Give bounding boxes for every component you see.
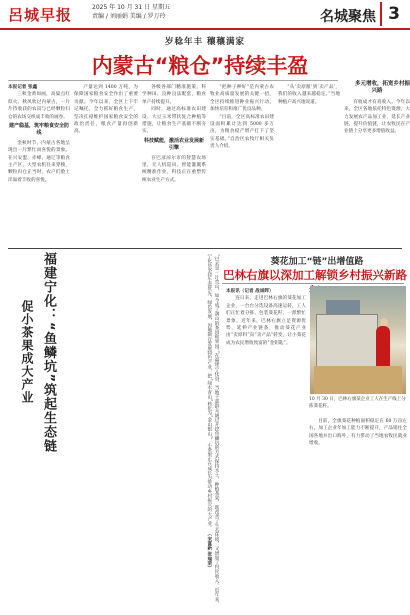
article1-paragraph: 产量达到 1400 万吨，为保障国家粮食安全作出了重要贡献。今年以来，全区上下牢记嘱托，全力抓好粮食生产，坚决扛稳维护国家粮食安全的政治责任，粮食产量再创新高。 <box>74 85 138 135</box>
article3-headline: 巴林右旗以深加工解锁乡村振兴新路 <box>223 268 407 282</box>
article1-paragraph: 同时，通过高标准农田建设、大豆玉米带状复合种植等措施，让粮食生产基础不断夯实。 <box>142 107 206 135</box>
article1-kicker: 岁稔年丰 穰穰满家 <box>165 37 245 47</box>
editor-line: 责编 / 刘丽娟 美编 / 罗万玲 <box>92 13 166 20</box>
article1-paragraph: “从‘卖原粮’到‘卖产品’，我们的收入越来越稳定。”当地种植户高兴地说道。 <box>278 85 340 105</box>
news-photo <box>310 286 406 394</box>
article1-paragraph: “目前，全区高标准农田建设面积累计达到 5000 多万亩，为粮食稳产增产打下了坚实基础。”自治区农牧厅相关负责人介绍。 <box>210 114 274 150</box>
article1-paragraph: “把种子种好”是内蒙古农牧业高质量发展的关键一招。全区持续推进种业振兴行动，加快培育和推广优良品种。 <box>210 85 274 113</box>
article2-body <box>60 254 220 609</box>
article1-col2 <box>74 84 138 244</box>
article1-subhead: 多元增收，拓宽乡村振兴路 <box>355 81 410 95</box>
article2-text: “过去是一片荒山，如今成了满山的茶园和果园。”在福建宁化县，当地干部群众通过开挖鱼鳞坑的方式保持水土，种植茶果，既改善了生态环境，又增加了村民收入。近年来，宁化县坚持生态优先、绿色发展，因地制宜发展特色产业，把“绿水青山”转化为“金山银山”，小茶果正在成长为带动乡村振兴的大产业。 <box>206 254 219 606</box>
article1-headline: 内蒙古“粮仓”持续丰盈 <box>91 54 309 78</box>
title-rule <box>8 80 338 81</box>
article2-credit: （宋富新 张瑞荣） <box>206 531 212 571</box>
photo-worker <box>376 326 390 370</box>
newspaper-logo: 呂城早报 <box>8 6 73 24</box>
article1-col1 <box>8 84 70 244</box>
article1-subhead: 建产稳基，筑牢粮食安全防线 <box>8 123 69 137</box>
title2-rule <box>222 283 404 284</box>
article3-col1 <box>226 288 306 610</box>
article2-subheadline: 促小茶果成大产业 <box>20 300 34 404</box>
article2-headline: 福建宁化：“鱼鳞坑”筑起生态链 <box>41 252 56 454</box>
article1-right-column <box>344 77 410 242</box>
photo-conveyor <box>316 314 378 374</box>
article1-col4 <box>210 84 274 244</box>
article1-paragraph: 有收成才有真收入。今年以来，全区各地依托特色资源，大力发展农产品加工业，延长产业链、提升价值链，让农牧民在产业链上分享更多增值收益。 <box>344 99 410 135</box>
section-name: 名城聚焦 <box>320 9 376 25</box>
masthead <box>0 0 410 30</box>
photo-sunflower-seeds <box>314 366 402 394</box>
article3-col2 <box>309 418 407 610</box>
page-number: 3 <box>380 2 406 26</box>
article3-byline: 本报讯（记者 战诚晖） <box>226 289 274 294</box>
photo-caption: 10 月 30 日，巴林右旗某企业工人在生产线上分拣葵花籽。 <box>309 397 406 409</box>
article1-paragraph: 在巴彦淖尔市的智慧农场里，无人机巡田、智能灌溉系统精准作业，科技正在重塑传统农业生产方式。 <box>142 155 206 183</box>
article1-paragraph: 三秋金黄如画，高粱点红似火。秋风吹过内蒙古，一片片待收获的农田与已经颗粒归仓的农场交织成丰收的画卷。 <box>8 92 70 120</box>
article1-paragraph: 各级各部门精准施策，科学种田、良种良法配套，粮食单产持续提升。 <box>142 85 206 105</box>
article3-text: 连日来，走进巴林右旗的葵花加工企业，一台台分选设备高速运转，工人们正忙着分拣、包装葵花籽，一派繁忙景象。近年来，巴林右旗立足资源优势，延伸产业链条，推动葵花产业由“卖原料”向“卖产品”转变，让小葵花成为农民增收致富的“金钥匙”。 <box>226 296 306 346</box>
article1-col5 <box>278 84 340 244</box>
article1-paragraph: 金秋时节，内蒙古各地呈现出一片繁忙而喜悦的景象。在兴安盟、赤峰、通辽等粮食主产区，大型农机往来穿梭，颗粒归仓正当时，农户们脸上洋溢着丰收的喜悦。 <box>8 140 70 183</box>
section-divider <box>8 248 402 249</box>
issue-date: 2025 年 10 月 31 日 星期五 <box>92 4 170 11</box>
article1-byline: 本报记者 张鑫 <box>8 85 38 90</box>
issue-meta <box>92 3 170 21</box>
article1-subhead: 科技赋能，激活农业发展新引擎 <box>143 137 204 152</box>
article3-text: 目前，全旗葵花种植面积稳定在 60 万亩左右，加工企业年加工能力不断提升，产品销往全国各地并出口海外，有力带动了当地农牧民就业增收。 <box>309 419 407 447</box>
article1-col3 <box>142 84 206 244</box>
article3-kicker: 葵花加工“链”出增值路 <box>270 257 364 267</box>
